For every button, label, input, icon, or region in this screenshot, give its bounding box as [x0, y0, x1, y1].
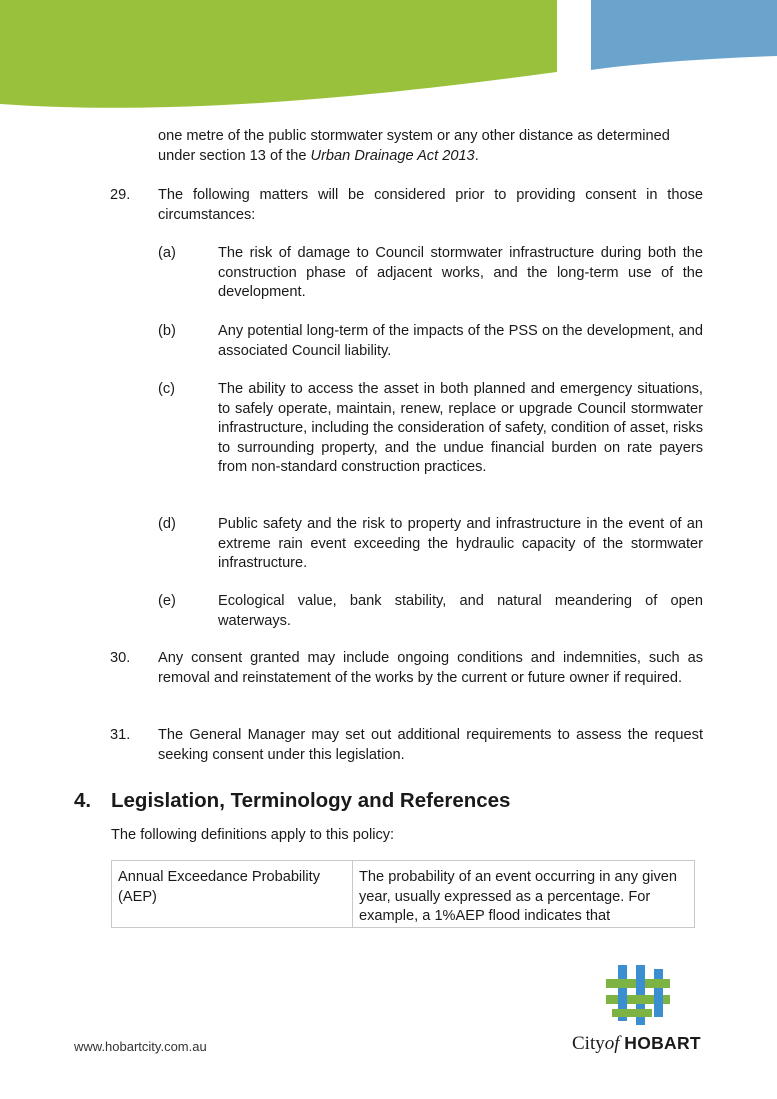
- section-number: 4.: [74, 789, 92, 812]
- subclause-text: Public safety and the risk to property and infrastructure in the event of an extreme rain event exceeding the hydraulic capacity of the stormwater infrastructure.: [218, 516, 703, 572]
- header-green-swoosh: [0, 0, 557, 108]
- clause-text: Any consent granted may include ongoing conditions and indemnities, such as removal and reinstatement of the works by the current or future owner if required.: [158, 650, 703, 686]
- section-title: Legislation, Terminology and References: [111, 789, 511, 812]
- continuation-text: one metre of the public stormwater system or any other distance as determined under section 13 of the: [158, 128, 670, 164]
- clause-text: The following matters will be considered prior to providing consent in those circumstances:: [158, 187, 703, 223]
- subclause-label: (a): [158, 245, 176, 261]
- definitions-table: [111, 860, 695, 928]
- table-row: [112, 861, 695, 928]
- subclause-label: (d): [158, 516, 176, 532]
- continuation-paragraph: [158, 127, 703, 166]
- logo-of: of: [604, 1033, 620, 1054]
- section-intro: The following definitions apply to this policy:: [111, 827, 395, 843]
- subclause-label: (e): [158, 593, 176, 609]
- definition-term: Annual Exceedance Probability (AEP): [112, 861, 353, 928]
- logo-city: City: [572, 1033, 605, 1054]
- subclause-text: The risk of damage to Council stormwater infrastructure during both the construction phase of adjacent works, and the long-term use of the development.: [218, 245, 703, 301]
- logo-wordmark: [572, 1033, 701, 1055]
- subclause-text: Any potential long-term of the impacts of the PSS on the development, and associated Council liability.: [218, 323, 703, 359]
- logo-hobart: HOBART: [624, 1033, 701, 1053]
- city-of-hobart-logo: [572, 963, 707, 1058]
- logo-mark-icon: [572, 963, 707, 1033]
- header-banner: [0, 0, 777, 115]
- subclause-text: The ability to access the asset in both planned and emergency situations, to safely operate, maintain, renew, replace or upgrade Council stormwater infrastructure, including the consideration of safety, condition of asset, risks to surrounding property, and the undue financial burden on rate payers from non-standard construction practices.: [218, 381, 703, 476]
- subclause-text: Ecological value, bank stability, and natural meandering of open waterways.: [218, 593, 703, 629]
- clause-text: The General Manager may set out additional requirements to assess the request seeking consent under this legislation.: [158, 727, 703, 763]
- definition-text: The probability of an event occurring in any given year, usually expressed as a percentage. For example, a 1%AEP flood indicates that: [353, 861, 695, 928]
- footer-url[interactable]: www.hobartcity.com.au: [74, 1039, 207, 1054]
- clause-number: 29.: [110, 187, 131, 203]
- act-title: Urban Drainage Act 2013: [310, 147, 475, 164]
- section-heading: [74, 788, 510, 814]
- header-blue-swoosh: [591, 0, 777, 70]
- subclause-label: (c): [158, 381, 176, 397]
- subclause-label: (b): [158, 323, 176, 339]
- continuation-end: .: [474, 147, 479, 164]
- clause-number: 30.: [110, 650, 131, 666]
- clause-number: 31.: [110, 727, 131, 743]
